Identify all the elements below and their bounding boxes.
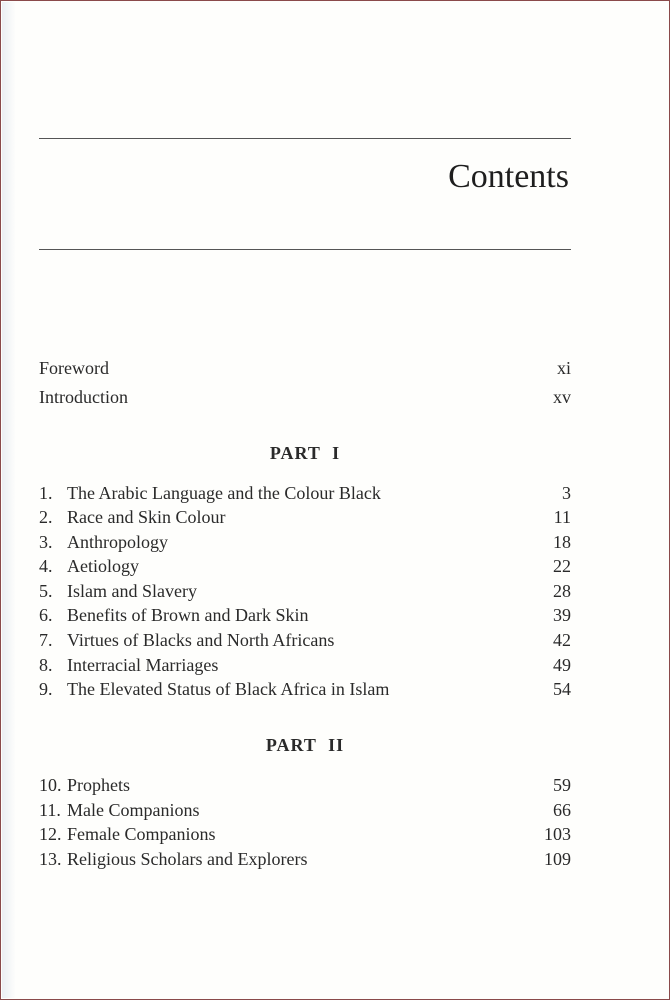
toc-entry-label: Introduction	[39, 387, 128, 407]
chapter-number: 7.	[39, 630, 53, 650]
chapter-number: 8.	[39, 655, 53, 675]
part-heading-2: PART II	[265, 735, 345, 755]
chapter-number: 11.	[39, 800, 61, 820]
chapter-page: 18	[553, 532, 571, 552]
top-rule	[39, 138, 571, 139]
chapter-number: 13.	[39, 849, 62, 869]
chapter-number: 5.	[39, 581, 53, 601]
chapter-page: 28	[553, 581, 571, 601]
toc-chapter-4[interactable]	[39, 555, 571, 577]
part-heading-1: PART I	[269, 443, 341, 463]
chapter-page: 49	[553, 655, 571, 675]
toc-chapter-5[interactable]	[39, 580, 571, 602]
toc-entry-label: Foreword	[39, 358, 109, 378]
chapter-page: 42	[553, 630, 571, 650]
chapter-number: 1.	[39, 483, 53, 503]
bottom-rule	[39, 249, 571, 250]
chapter-title: Race and Skin Colour	[67, 507, 226, 527]
toc-chapter-1[interactable]	[39, 482, 571, 504]
chapter-page: 39	[553, 605, 571, 625]
chapter-page: 22	[553, 556, 571, 576]
toc-chapter-8[interactable]	[39, 654, 571, 676]
toc-chapter-9[interactable]	[39, 678, 571, 700]
chapter-number: 10.	[39, 775, 62, 795]
toc-chapter-3[interactable]	[39, 531, 571, 553]
toc-entry-page: xi	[556, 358, 571, 378]
chapter-page: 11	[553, 507, 571, 527]
chapter-number: 9.	[39, 679, 53, 699]
toc-chapter-7[interactable]	[39, 629, 571, 651]
chapter-title: Interracial Marriages	[67, 655, 219, 675]
toc-chapter-2[interactable]	[39, 506, 571, 528]
chapter-title: Female Companions	[67, 824, 216, 844]
chapter-title: Male Companions	[67, 800, 200, 820]
chapter-title: The Elevated Status of Black Africa in Islam	[67, 679, 390, 699]
page-title: Contents	[448, 158, 569, 195]
chapter-number: 6.	[39, 605, 53, 625]
page-edge-shadow	[2, 2, 16, 998]
chapter-title: Prophets	[67, 775, 130, 795]
chapter-page: 59	[553, 775, 571, 795]
chapter-number: 3.	[39, 532, 53, 552]
toc-chapter-6[interactable]	[39, 604, 571, 626]
chapter-title: Islam and Slavery	[67, 581, 197, 601]
chapter-title: Benefits of Brown and Dark Skin	[67, 605, 309, 625]
toc-entry-foreword[interactable]	[39, 357, 571, 379]
chapter-title: Virtues of Blacks and North Africans	[67, 630, 335, 650]
toc-chapter-10[interactable]	[39, 774, 571, 796]
chapter-number: 2.	[39, 507, 53, 527]
toc-chapter-11[interactable]	[39, 799, 571, 821]
chapter-page: 103	[544, 824, 571, 844]
chapter-title: Religious Scholars and Explorers	[67, 849, 308, 869]
chapter-title: The Arabic Language and the Colour Black	[67, 483, 381, 503]
chapter-title: Aetiology	[67, 556, 139, 576]
chapter-number: 12.	[39, 824, 62, 844]
chapter-page: 66	[553, 800, 571, 820]
chapter-page: 54	[553, 679, 571, 699]
toc-entry-page: xv	[553, 387, 571, 407]
chapter-number: 4.	[39, 556, 53, 576]
toc-entry-introduction[interactable]	[39, 386, 571, 408]
chapter-page: 3	[562, 483, 571, 503]
toc-chapter-13[interactable]	[39, 848, 571, 870]
chapter-title: Anthropology	[67, 532, 168, 552]
toc-chapter-12[interactable]	[39, 823, 571, 845]
chapter-page: 109	[544, 849, 571, 869]
